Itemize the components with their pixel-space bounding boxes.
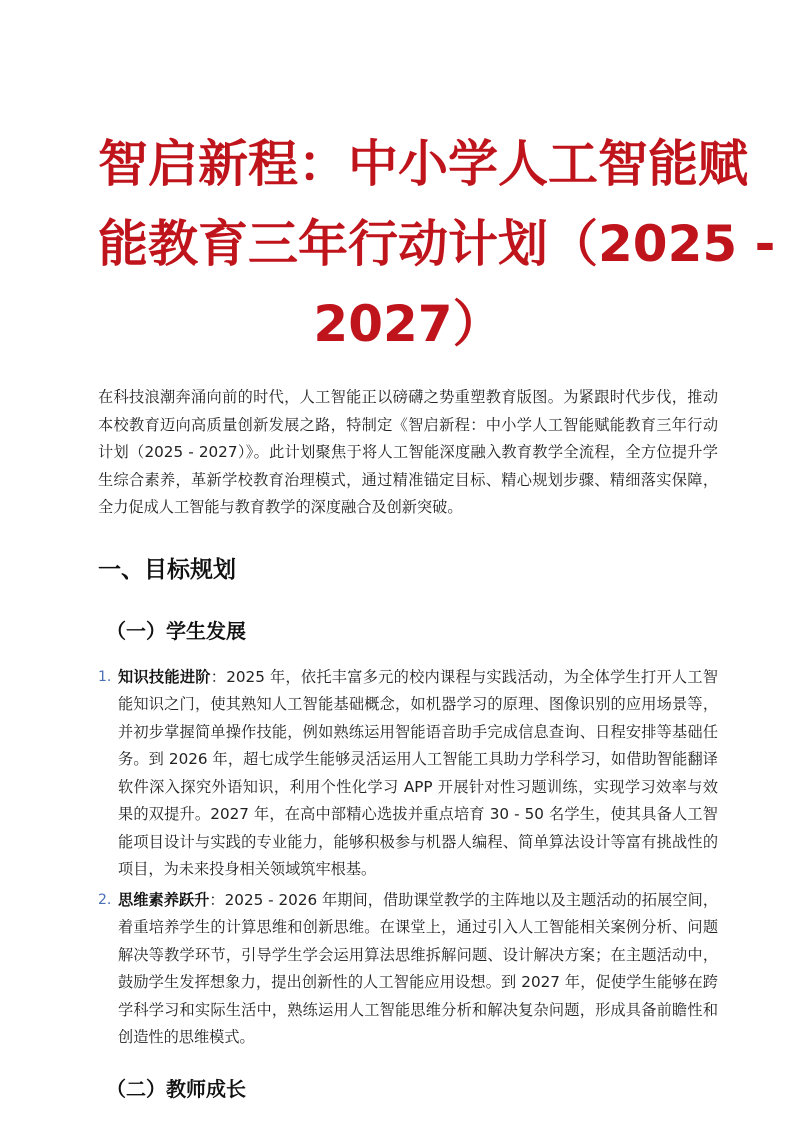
title-line-2: 能教育三年行动计划（2025 - — [98, 215, 776, 273]
list-number: 1. — [98, 668, 112, 685]
intro-paragraph: 在科技浪潮奔涌向前的时代，人工智能正以磅礴之势重塑教育版图。为紧跟时代步伐，推动本校教育迈向高质量创新发展之路，特制定《智启新程：中小学人工智能赋能教育三年行动计划（2025 - 2027）》。此计划聚焦于将人工智能深度融入教育教学全流程，全方位提升学生综合素养，革新学校教育治理模式，通过精准锚定目标、精心规划步骤、精细落实保障，全力促成人工智能与教育教学的深度融合及创新突破。 — [98, 388, 718, 516]
list-number: 2. — [98, 891, 112, 908]
subsection-heading-teacher-growth: （二）教师成长 — [106, 1076, 246, 1101]
student-goals-list — [98, 664, 718, 1052]
title-line-1: 智启新程：中小学人工智能赋 — [98, 135, 748, 193]
subsection-heading-student-development: （一）学生发展 — [106, 618, 246, 643]
list-item-lead: 思维素养跃升 — [118, 890, 210, 909]
list-item-text: ：2025 - 2026 年期间，借助课堂教学的主阵地以及主题活动的拓展空间，着重培养学生的计算思维和创新思维。在课堂上，通过引入人工智能相关案例分析、问题解决等教学环节，引导学生学会运用算法思维拆解问题、设计解决方案；在主题活动中，鼓励学生发挥想象力，提出创新性的人工智能应用设想。到 2027 年，促使学生能够在跨学科学习和实际生活中，熟练运用人工智能思维分析和解决复杂问题，形成具备前瞻性和创造性的思维模式。 — [118, 890, 719, 1046]
document-title — [98, 0, 776, 364]
section-heading-goals: 一、目标规划 — [98, 556, 236, 583]
title-line-3: 2027） — [313, 295, 503, 353]
list-item-lead: 知识技能进阶 — [118, 667, 211, 686]
list-item — [98, 664, 718, 884]
list-item — [98, 887, 718, 1052]
list-item-text: ：2025 年，依托丰富多元的校内课程与实践活动，为全体学生打开人工智能知识之门，使其熟知人工智能基础概念，如机器学习的原理、图像识别的应用场景等，并初步掌握简单操作技能，例如熟练运用智能语音助手完成信息查询、日程安排等基础任务。到 2026 年，超七成学生能够灵活运用人工智能工具助力学科学习，如借助智能翻译软件深入探究外语知识，利用个性化学习 APP 开展针对性习题训练，实现学习效率与效果的双提升。2027 年，在高中部精心选拔并重点培育 30 - 50 名学生，使其具备人工智能项目设计与实践的专业能力，能够积极参与机器人编程、简单算法设计等富有挑战性的项目，为未来投身相关领域筑牢根基。 — [118, 667, 719, 878]
